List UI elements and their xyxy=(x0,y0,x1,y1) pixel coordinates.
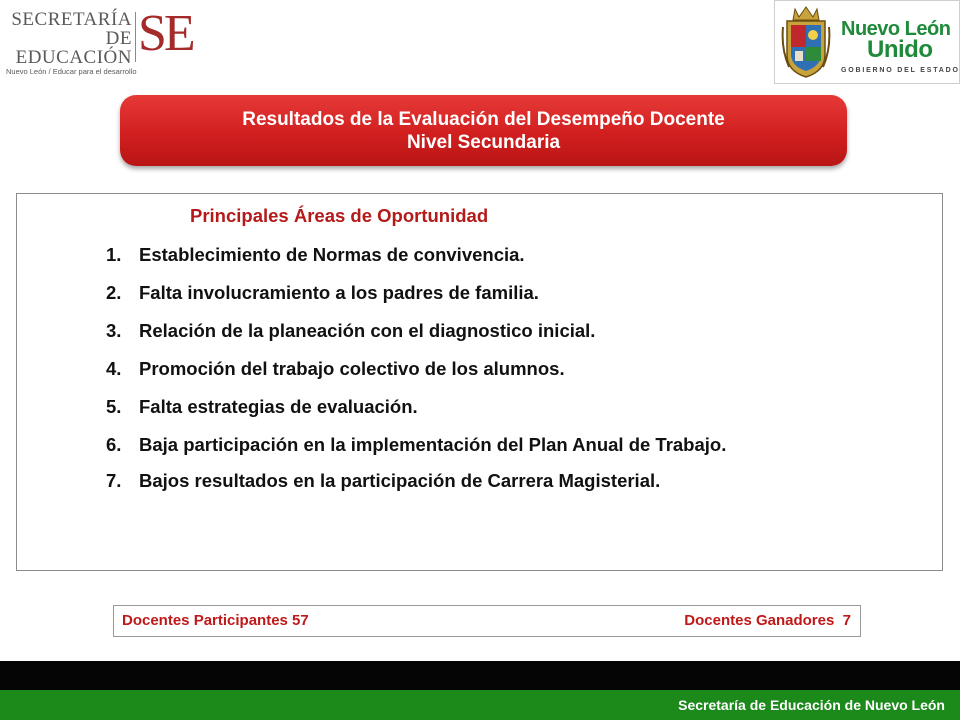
nuevo-leon-logo-title: Nuevo León xyxy=(841,18,951,40)
nuevo-leon-logo xyxy=(774,0,960,84)
list-item-text: Baja participación en la implementación del Plan Anual de Trabajo. xyxy=(139,434,727,455)
list-item-number: 6. xyxy=(106,434,122,455)
footer-black-band xyxy=(0,661,960,690)
list-item xyxy=(106,396,830,418)
nuevo-leon-logo-subtitle: GOBIERNO DEL ESTADO xyxy=(841,67,960,74)
sep-logo xyxy=(4,5,194,76)
winners-count: Docentes Ganadores 7 xyxy=(684,612,851,629)
sep-logo-divider xyxy=(135,12,136,62)
opportunity-areas-panel xyxy=(16,193,943,571)
footer-text: Secretaría de Educación de Nuevo León xyxy=(678,697,945,713)
banner-title: Resultados de la Evaluación del Desempeño Docente xyxy=(242,108,725,130)
list-item xyxy=(106,434,830,456)
sep-logo-mark: SE xyxy=(138,5,193,62)
list-item-text: Falta estrategias de evaluación. xyxy=(139,396,418,417)
list-item xyxy=(106,358,830,380)
list-item-text: Relación de la planeación con el diagnostico inicial. xyxy=(139,320,596,341)
sep-logo-line2: DE EDUCACIÓN xyxy=(15,28,132,68)
list-item xyxy=(106,470,830,492)
list-item-text: Promoción del trabajo colectivo de los alumnos. xyxy=(139,358,565,379)
nuevo-leon-logo-unido: Unido xyxy=(867,36,933,63)
participants-count: Docentes Participantes 57 xyxy=(122,612,309,629)
banner-subtitle: Nivel Secundaria xyxy=(406,131,561,153)
list-item xyxy=(106,282,830,304)
list-item-number: 4. xyxy=(106,358,122,379)
list-item-text: Falta involucramiento a los padres de familia. xyxy=(139,282,539,303)
section-heading: Principales Áreas de Oportunidad xyxy=(190,205,489,226)
list-item-number: 3. xyxy=(106,320,122,341)
stats-bar xyxy=(113,605,861,637)
sep-logo-line1: SECRETARÍA xyxy=(11,9,132,30)
list-item-number: 5. xyxy=(106,396,122,417)
coat-of-arms-icon xyxy=(781,5,831,79)
sep-logo-text xyxy=(6,9,137,77)
opportunity-list xyxy=(106,244,830,508)
title-banner xyxy=(120,95,847,166)
sep-logo-tagline: Nuevo León / Educar para el desarrollo xyxy=(6,67,137,76)
list-item xyxy=(106,320,830,342)
list-item-text: Bajos resultados en la participación de Carrera Magisterial. xyxy=(139,470,661,491)
list-item-number: 7. xyxy=(106,470,122,491)
list-item-number: 2. xyxy=(106,282,122,303)
list-item-text: Establecimiento de Normas de convivencia. xyxy=(139,244,525,265)
footer-green-band xyxy=(0,690,960,720)
list-item xyxy=(106,244,830,266)
list-item-number: 1. xyxy=(106,244,122,265)
